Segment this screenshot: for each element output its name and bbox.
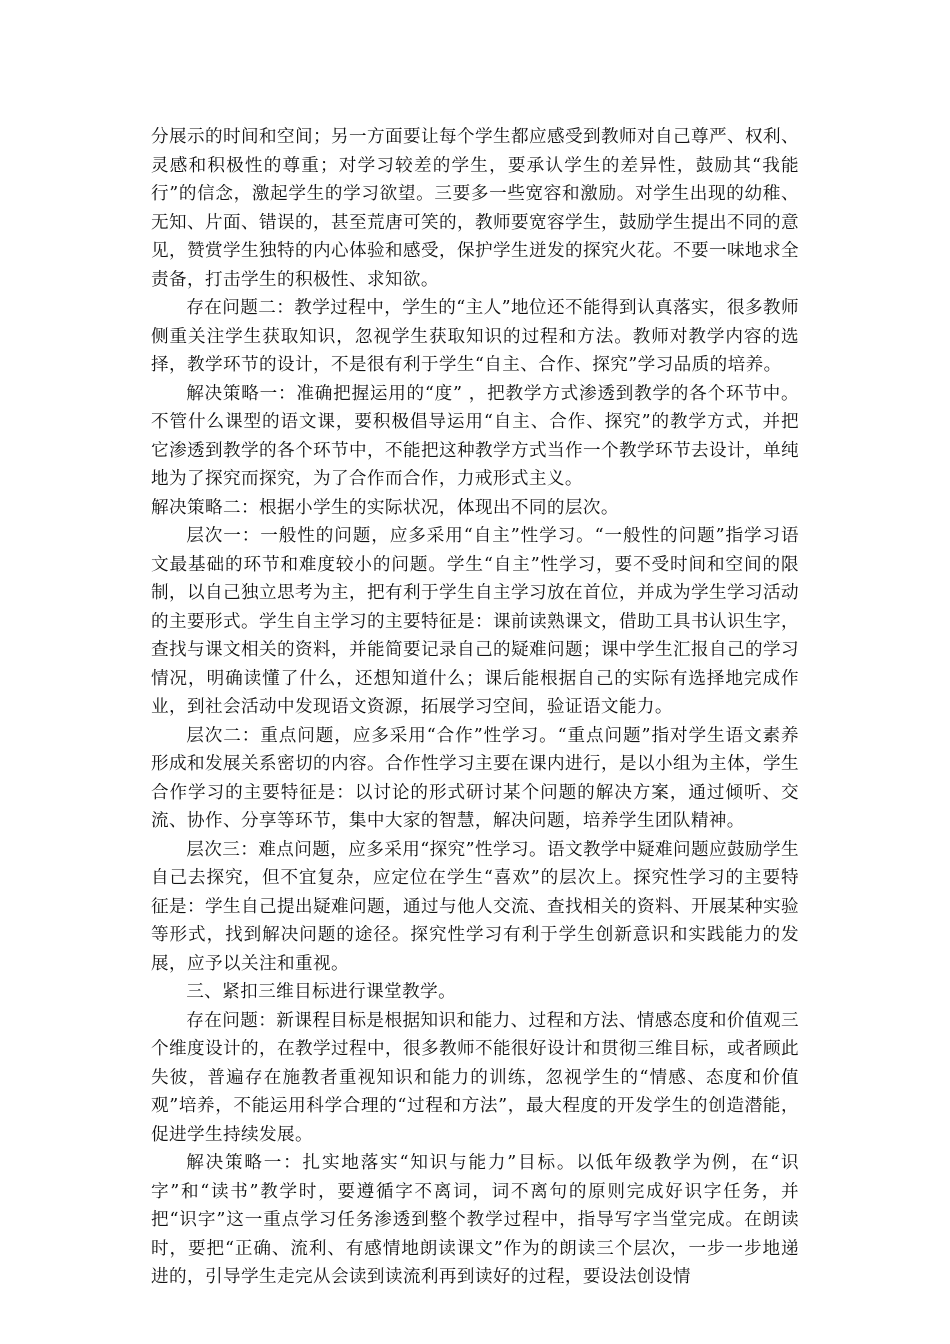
paragraph-level-two: 层次二：重点问题，应多采用“合作”性学习。“重点问题”指对学生语文素养形成和发展关系密切的内容。合作性学习主要在课内进行，是以小组为主体，学生合作学习的主要特征是：以讨论的形式研讨某个问题的解决方案，通过倾听、交流、协作、分享等环节，集中大家的智慧，解决问题，培养学生团队精神。 <box>151 725 799 831</box>
paragraph-strategy-one: 解决策略一：准确把握运用的“度” ，把教学方式渗透到教学的各个环节中。不管什么课型的语文课，要积极倡导运用“自主、合作、探究”的教学方式，并把它渗透到教学的各个环节中，不能把这种教学方式当作一个教学环节去设计，单纯地为了探究而探究，为了合作而合作，力戒形式主义。 <box>151 383 799 489</box>
paragraph-level-one: 层次一：一般性的问题，应多采用“自主”性学习。“一般性的问题”指学习语文最基础的环节和难度较小的问题。学生“自主”性学习，要不受时间和空间的限制，以自己独立思考为主，把有利于学生自主学习放在首位，并成为学生学习活动的主要形式。学生自主学习的主要特征是：课前读熟课文，借助工具书认识生字，查找与课文相关的资料，并能简要记录自己的疑难问题；课中学生汇报自己的学习情况，明确读懂了什么，还想知道什么；课后能根据自己的实际有选择地完成作业，到社会活动中发现语文资源，拓展学习空间，验证语文能力。 <box>151 526 799 717</box>
paragraph-continuation: 分展示的时间和空间；另一方面要让每个学生都应感受到教师对自己尊严、权利、灵感和积极性的尊重；对学习较差的学生，要承认学生的差异性，鼓励其“我能行”的信念，激起学生的学习欲望。三要多一些宽容和激励。对学生出现的幼稚、无知、片面、错误的，甚至荒唐可笑的，教师要宽容学生，鼓励学生提出不同的意见，赞赏学生独特的内心体验和感受，保护学生迸发的探究火花。不要一味地求全责备，打击学生的积极性、求知欲。 <box>151 127 799 290</box>
paragraph-strategy-two: 解决策略二：根据小学生的实际状况，体现出不同的层次。 <box>151 497 619 518</box>
section-heading-three: 三、紧扣三维目标进行课堂教学。 <box>186 982 457 1002</box>
paragraph-strategy-knowledge: 解决策略一：扎实地落实“知识与能力”目标。以低年级教学为例，在“识字”和“读书”教学时，要遵循字不离词，词不离句的原则完成好识字任务，并把“识字”这一重点学习任务渗透到整个教学过程中，指导写字当堂完成。在朗读时，要把“正确、流利、有感情地朗读课文”作为的朗读三个层次，一步一步地递进的，引导学生走完从会读到读流利再到读好的过程，要设法创设情 <box>151 1153 799 1287</box>
paragraph-level-three: 层次三：难点问题，应多采用“探究”性学习。语文教学中疑难问题应鼓励学生自己去探究，但不宜复杂，应定位在学生“喜欢”的层次上。探究性学习的主要特征是：学生自己提出疑难问题，通过与他人交流、查找相关的资料、开展某种实验等形式，找到解决问题的途径。探究性学习有利于学生创新意识和实践能力的发展，应予以关注和重视。 <box>151 839 799 974</box>
paragraph-problem-two: 存在问题二：教学过程中，学生的“主人”地位还不能得到认真落实，很多教师侧重关注学生获取知识，忽视学生获取知识的过程和方法。教师对教学内容的选择，教学环节的设计，不是很有利于学生“自主、合作、探究”学习品质的培养。 <box>151 298 799 375</box>
document-body <box>151 123 799 1292</box>
paragraph-problem-three: 存在问题：新课程目标是根据知识和能力、过程和方法、情感态度和价值观三个维度设计的，在教学过程中，很多教师不能很好设计和贯彻三维目标，或者顾此失彼，普遍存在施教者重视知识和能力的训练，忽视学生的“情感、态度和价值观”培养，不能运用科学合理的“过程和方法”，最大程度的开发学生的创造潜能，促进学生持续发展。 <box>151 1010 799 1145</box>
